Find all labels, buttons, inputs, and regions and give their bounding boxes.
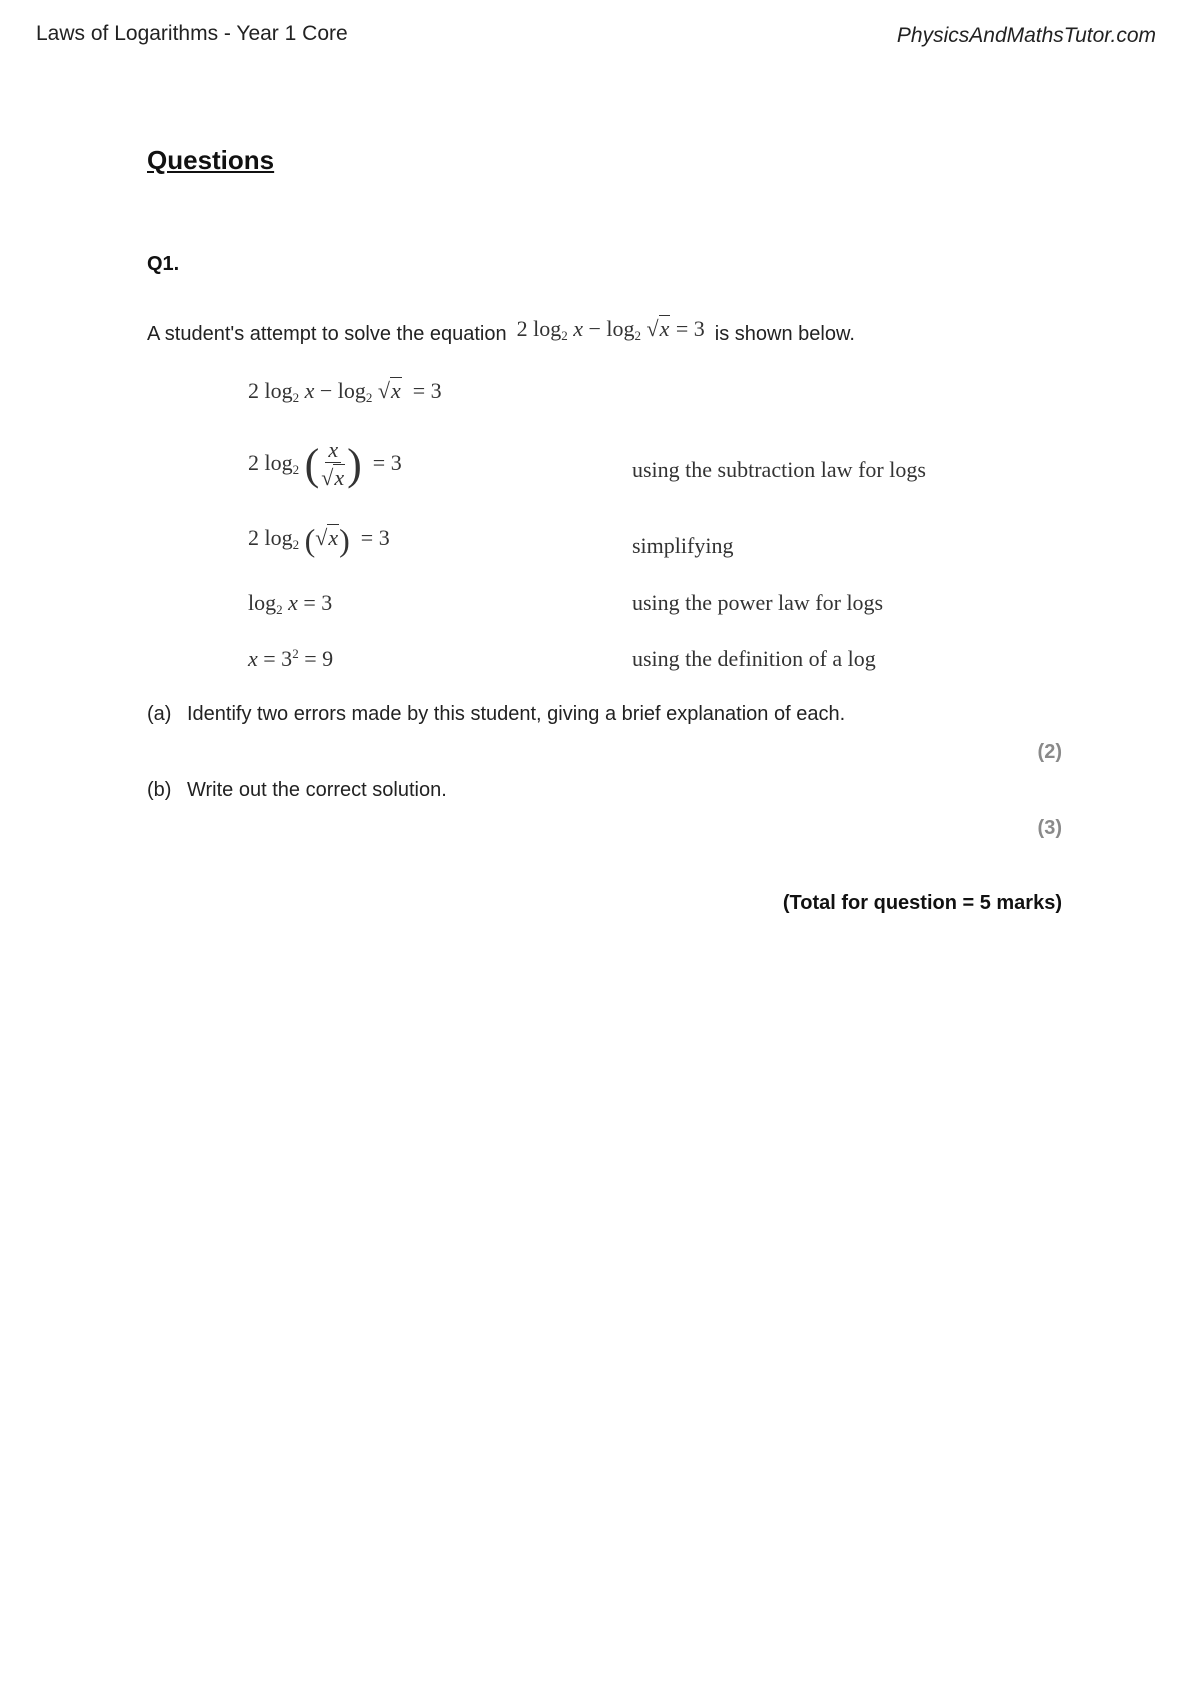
intro-text-before: A student's attempt to solve the equation xyxy=(147,322,507,345)
step-3-note: simplifying xyxy=(632,533,734,558)
step-2-note: using the subtraction law for logs xyxy=(632,457,926,482)
step-5-note: using the definition of a log xyxy=(632,646,876,671)
header-title: Laws of Logarithms - Year 1 Core xyxy=(36,22,348,45)
step-5-equation: $x = 3^2 = 9$ xyxy=(248,646,334,671)
part-a-text: Identify two errors made by this student, giving a brief explanation of each. xyxy=(187,703,846,725)
part-b-text: Write out the correct solution. xyxy=(187,779,447,801)
part-a-marks: (2) xyxy=(1037,741,1062,763)
header-site: PhysicsAndMathsTutor.com xyxy=(896,24,1156,47)
question-number: Q1. xyxy=(147,253,180,275)
step-3-equation: 2 $\log_2 (√x) = 3$ xyxy=(248,522,390,558)
total-marks: (Total for question = 5 marks) xyxy=(782,892,1062,914)
part-b-marks: (3) xyxy=(1037,817,1062,839)
part-b xyxy=(147,779,447,802)
section-title: Questions xyxy=(147,145,275,175)
inline-equation: 2 $\log_2 x - \log_2 √x = 3$ xyxy=(516,316,705,343)
step-4-note: using the power law for logs xyxy=(632,590,884,615)
part-a xyxy=(147,703,845,726)
step-2-equation: 2 $\log_2$ ( $\frac{x}{√x}$ ) = 3 xyxy=(248,437,402,491)
step-4-equation: $\log_2 x = 3$ xyxy=(248,590,333,617)
part-a-label: (a) xyxy=(147,703,172,725)
step-1-equation: 2 $\log_2 x - \log_2 √x = 3$ xyxy=(248,378,442,405)
part-b-label: (b) xyxy=(147,779,172,801)
question-intro xyxy=(147,316,855,348)
intro-text-after: is shown below. xyxy=(714,322,855,345)
